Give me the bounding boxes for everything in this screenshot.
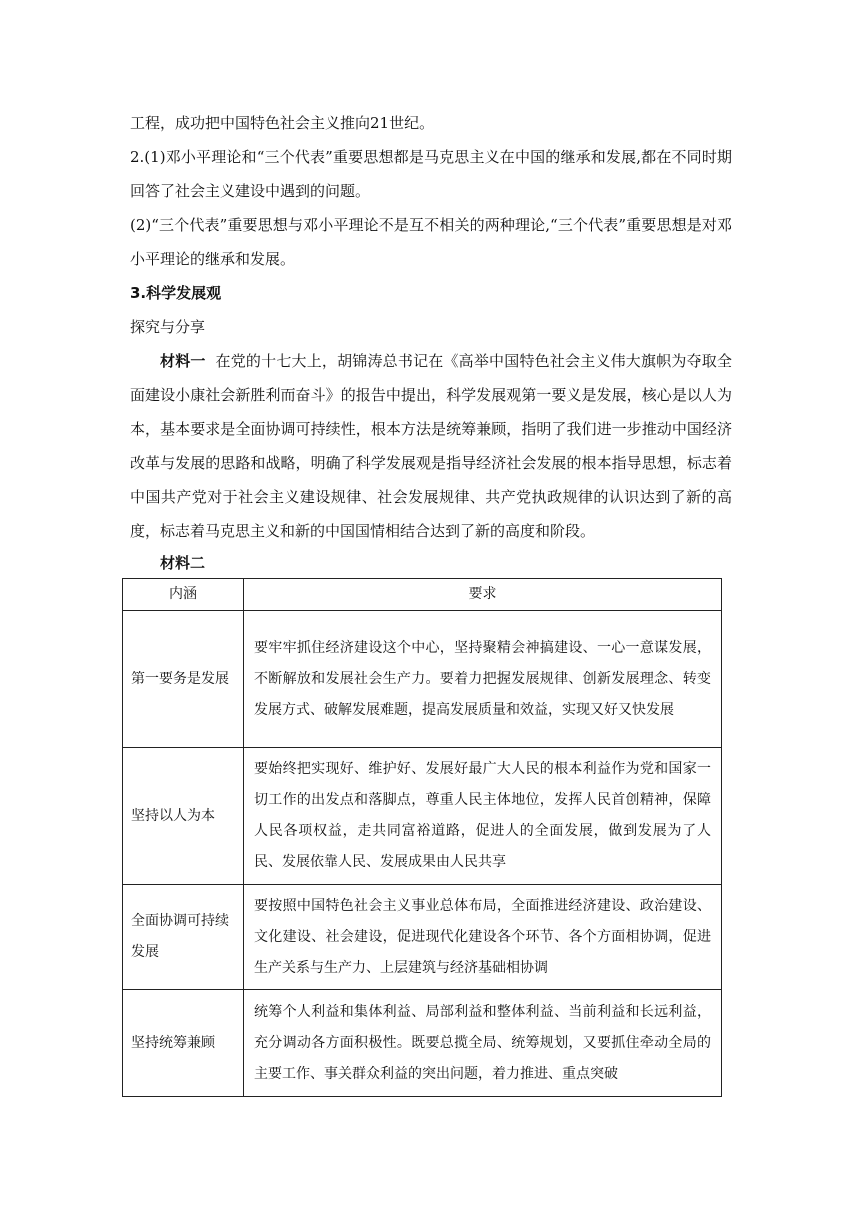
material-two-label: 材料二	[160, 554, 206, 572]
table-row	[123, 990, 722, 1097]
table-row-description: 要按照中国特色社会主义事业总体布局，全面推进经济建设、政治建设、文化建设、社会建设，促进现代化建设各个环节、各个方面相协调，促进生产关系与生产力、上层建筑与经济基础相协调	[244, 885, 722, 990]
table-row	[123, 885, 722, 990]
table-row-label: 全面协调可持续发展	[123, 885, 244, 990]
table-header-row	[123, 579, 722, 611]
requirements-table	[122, 578, 722, 1097]
table-row-label: 第一要务是发展	[123, 611, 244, 748]
table-row-label: 坚持以人为本	[123, 748, 244, 885]
material-one-text: 在党的十七大上，胡锦涛总书记在《高举中国特色社会主义伟大旗帜为夺取全面建设小康社会新胜利而奋斗》的报告中提出，科学发展观第一要义是发展，核心是以人为本，基本要求是全面协调可持续性，根本方法是统筹兼顾，指明了我们进一步推动中国经济改革与发展的思路和战略，明确了科学发展观是指导经济社会发展的根本指导思想，标志着中国共产党对于社会主义建设规律、社会发展规律、共产党执政规律的认识达到了新的高度，标志着马克思主义和新的中国国情相结合达到了新的高度和阶段。	[130, 352, 732, 540]
table-row-description: 要始终把实现好、维护好、发展好最广大人民的根本利益作为党和国家一切工作的出发点和落脚点，尊重人民主体地位，发挥人民首创精神，保障人民各项权益，走共同富裕道路，促进人的全面发展，做到发展为了人民、发展依靠人民、发展成果由人民共享	[244, 748, 722, 885]
table-row-label: 坚持统筹兼顾	[123, 990, 244, 1097]
table-row-description: 要牢牢抓住经济建设这个中心，坚持聚精会神搞建设、一心一意谋发展，不断解放和发展社会生产力。要着力把握发展规律、创新发展理念、转变发展方式、破解发展难题，提高发展质量和效益，实现又好又快发展	[244, 611, 722, 748]
table-header-cell: 要求	[244, 579, 722, 611]
material-one-label: 材料一	[160, 352, 206, 370]
table-row	[123, 748, 722, 885]
paragraph-continuation: 工程，成功把中国特色社会主义推向21世纪。	[130, 114, 435, 132]
table-row	[123, 611, 722, 748]
subheading: 探究与分享	[130, 318, 206, 336]
section-heading: 3.科学发展观	[130, 284, 222, 302]
table-header-cell: 内涵	[123, 579, 244, 611]
material-one-paragraph	[130, 344, 732, 548]
answer-paragraph-1: 2.(1)邓小平理论和“三个代表”重要思想都是马克思主义在中国的继承和发展,都在不同时期回答了社会主义建设中遇到的问题。	[130, 148, 732, 200]
answer-paragraph-2: (2)“三个代表”重要思想与邓小平理论不是互不相关的两种理论,“三个代表”重要思想是对邓小平理论的继承和发展。	[130, 216, 732, 268]
table-row-description: 统筹个人利益和集体利益、局部利益和整体利益、当前利益和长远利益，充分调动各方面积极性。既要总揽全局、统筹规划，又要抓住牵动全局的主要工作、事关群众利益的突出问题，着力推进、重点突破	[244, 990, 722, 1097]
